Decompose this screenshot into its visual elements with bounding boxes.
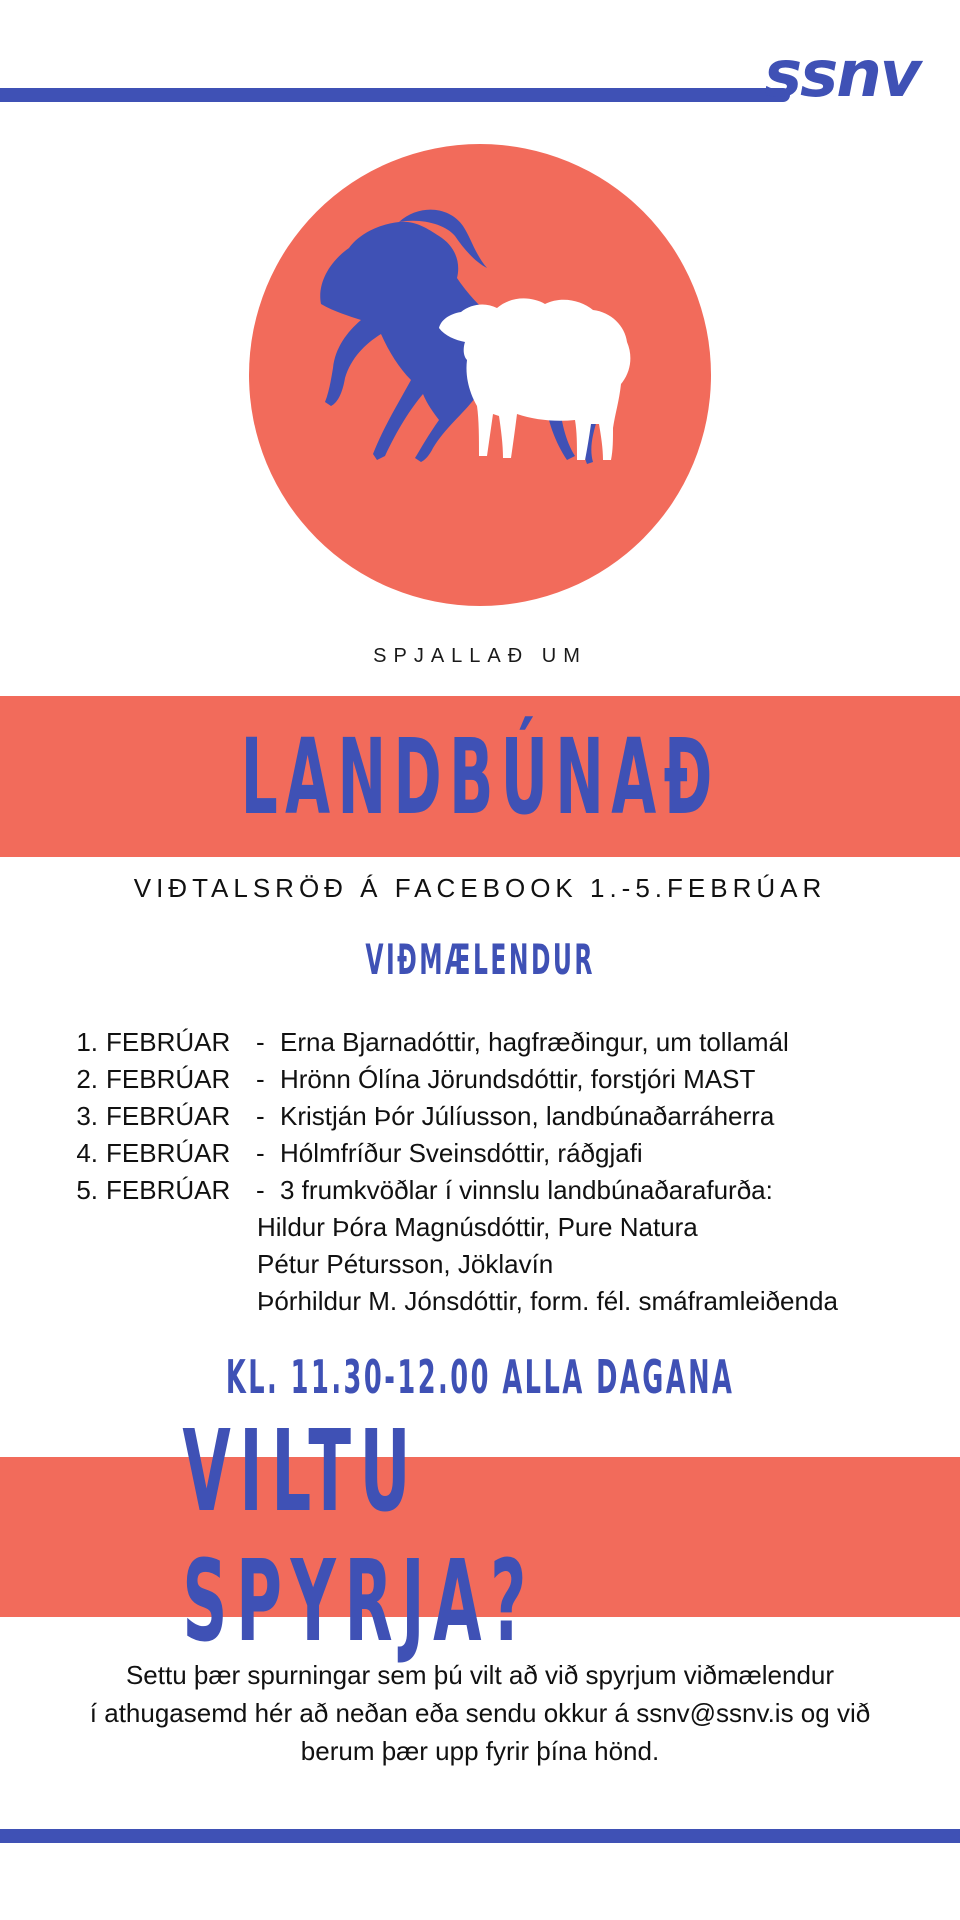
schedule-date: FEBRÚAR (106, 1101, 231, 1131)
schedule-date: FEBRÚAR (106, 1064, 231, 1094)
cta-title: VILTU SPYRJA? (182, 1407, 536, 1667)
logo-text: ssnv (764, 44, 920, 110)
schedule-row (70, 1172, 940, 1209)
schedule-text: Kristján Þór Júlíusson, landbúnaðarráherra (280, 1101, 775, 1131)
schedule-row (70, 1024, 940, 1061)
schedule-dash: - (256, 1064, 265, 1094)
bottom-divider (0, 1829, 960, 1843)
schedule-continuation-line: Pétur Pétursson, Jöklavín (257, 1249, 554, 1279)
cta-banner (0, 1407, 960, 1667)
kicker-text: SPJALLAÐ UM (373, 645, 587, 667)
schedule-text: 3 frumkvöðlar í vinnslu landbúnaðarafurða: (280, 1175, 773, 1205)
horse-and-sheep-icon (249, 144, 711, 606)
ssnv-logo (762, 44, 932, 110)
cta-text-line: í athugasemd hér að neðan eða sendu okkur á ssnv@ssnv.is og við (89, 1698, 871, 1728)
schedule-date: FEBRÚAR (106, 1138, 231, 1168)
schedule-row (70, 1061, 940, 1098)
schedule-text: Hrönn Ólína Jörundsdóttir, forstjóri MAST (280, 1064, 756, 1094)
top-divider (0, 88, 790, 102)
cta-text (20, 1656, 940, 1770)
schedule-number: 1. (76, 1027, 98, 1057)
cta-text-line: berum þær upp fyrir þína hönd. (300, 1736, 660, 1766)
time-line (0, 1350, 960, 1404)
page-title: LANDBÚNAÐ (240, 715, 720, 838)
schedule-continuation-line: Hildur Þóra Magnúsdóttir, Pure Natura (257, 1212, 698, 1242)
schedule-number: 3. (76, 1101, 98, 1131)
schedule-number: 4. (76, 1138, 98, 1168)
schedule-row (70, 1098, 940, 1135)
schedule-date: FEBRÚAR (106, 1027, 231, 1057)
speakers-heading-wrap (0, 935, 960, 984)
title-banner (0, 696, 960, 857)
schedule-dash: - (256, 1027, 265, 1057)
subtitle: VIÐTALSRÖÐ Á FACEBOOK 1.-5.FEBRÚAR (133, 873, 827, 903)
schedule-row (70, 1135, 940, 1172)
schedule-list (70, 1024, 940, 1320)
schedule-date: FEBRÚAR (106, 1175, 231, 1205)
time-text: KL. 11.30-12.00 ALLA DAGANA (225, 1350, 735, 1404)
schedule-text: Hólmfríður Sveinsdóttir, ráðgjafi (280, 1138, 643, 1168)
schedule-continuation-line: Þórhildur M. Jónsdóttir, form. fél. smáframleiðenda (257, 1286, 838, 1316)
schedule-text: Erna Bjarnadóttir, hagfræðingur, um tollamál (280, 1027, 789, 1057)
cta-text-line: Settu þær spurningar sem þú vilt að við spyrjum viðmælendur (125, 1660, 835, 1690)
schedule-dash: - (256, 1175, 265, 1205)
schedule-dash: - (256, 1138, 265, 1168)
schedule-dash: - (256, 1101, 265, 1131)
schedule-number: 5. (76, 1175, 98, 1205)
sheep-silhouette (439, 298, 630, 460)
speakers-heading: VIÐMÆLENDUR (365, 935, 595, 984)
hero-illustration (249, 144, 711, 606)
schedule-number: 2. (76, 1064, 98, 1094)
